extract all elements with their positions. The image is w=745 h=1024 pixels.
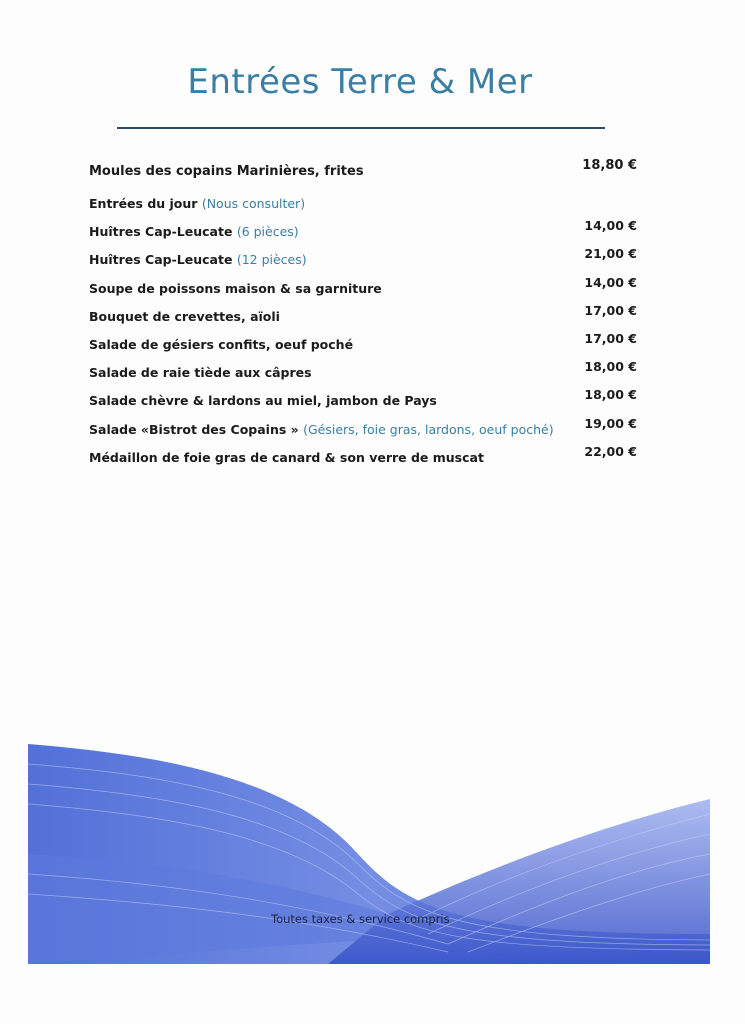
wave-decoration: [28, 744, 710, 964]
item-note: (Nous consulter): [201, 196, 306, 211]
item-note: (12 pièces): [236, 252, 307, 268]
item-price: 14,00 €: [584, 274, 637, 290]
item-note: (6 pièces): [236, 224, 299, 240]
item-name: Salade de raie tiède aux câpres: [89, 365, 312, 381]
menu-item: [89, 275, 637, 303]
footer-note: Toutes taxes & service compris: [271, 912, 450, 926]
item-price: 18,00 €: [584, 387, 637, 403]
item-name: Huîtres Cap-Leucate: [89, 224, 233, 240]
item-name: Salade chèvre & lardons au miel, jambon de Pays: [89, 393, 437, 409]
item-name: Moules des copains Marinières, frites: [89, 164, 364, 179]
title-divider: [117, 127, 605, 129]
item-price: 17,00 €: [584, 302, 637, 318]
item-price: 19,00 €: [584, 415, 637, 431]
item-name: Salade de gésiers confits, oeuf poché: [89, 336, 354, 352]
menu-item: [89, 160, 637, 190]
item-price: 14,00 €: [584, 218, 637, 234]
item-price: 22,00 €: [584, 443, 637, 459]
item-note: (Gésiers, foie gras, lardons, oeuf poché): [303, 421, 554, 437]
item-price: 17,00 €: [584, 330, 637, 346]
menu-item: [89, 416, 637, 444]
menu-item: [89, 331, 637, 359]
menu-item: [89, 303, 637, 331]
menu-item: [89, 218, 637, 246]
item-price: 18,00 €: [584, 359, 637, 375]
menu-item: [89, 359, 637, 387]
item-name: Entrées du jour: [89, 196, 198, 211]
menu-item: [89, 444, 637, 472]
menu-item: [89, 190, 637, 218]
item-price: 21,00 €: [584, 246, 637, 262]
item-name: Salade «Bistrot des Copains »: [89, 421, 299, 437]
item-name: Médaillon de foie gras de canard & son verre de muscat: [89, 449, 484, 465]
item-name: Bouquet de crevettes, aïoli: [89, 308, 280, 324]
item-price: 18,80 €: [582, 158, 637, 173]
menu-item: [89, 387, 637, 415]
item-name: Soupe de poissons maison & sa garniture: [89, 280, 382, 296]
menu-item: [89, 246, 637, 274]
menu-list: [89, 160, 637, 472]
item-name: Huîtres Cap-Leucate: [89, 252, 233, 268]
page-title: Entrées Terre & Mer: [187, 62, 533, 102]
